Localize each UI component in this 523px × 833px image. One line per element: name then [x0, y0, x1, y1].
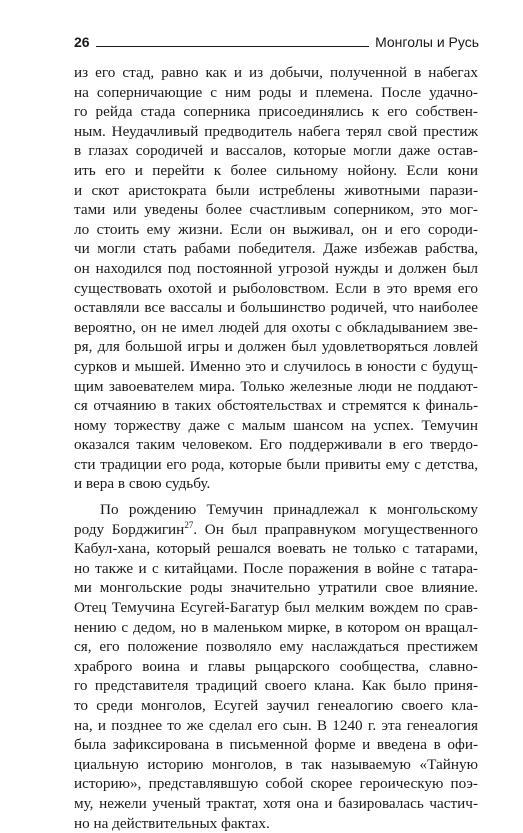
- text-line: Кабул-хана, который решался воевать не только с татарами,: [74, 540, 478, 558]
- paragraph-1: [74, 63, 478, 494]
- running-title: Монголы и Русь: [375, 34, 479, 50]
- text-line: но также и с китайцами. После поражения в войне с татара-: [74, 559, 478, 577]
- text-line: циальную историю монголов, в так называемую «Тайную: [74, 755, 478, 773]
- text-line: нению с дедом, но в маленьком мирке, в котором он вращал-: [74, 618, 478, 636]
- text-line: он находился под постоянной угрозой нужды и должен был: [74, 259, 478, 277]
- text-line: ся отчаянию в таких обстоятельствах и стремятся к финаль-: [74, 397, 478, 415]
- text-line: но на действительных фактах.: [74, 814, 270, 832]
- text-line: оказался таким человеком. Его поддерживали в его твердо-: [74, 436, 478, 454]
- text-line: существовать охотой и рыболовством. Если в это время его: [74, 279, 478, 297]
- text-line: вероятно, он не имел людей для охоты с обкладыванием зве-: [74, 318, 478, 336]
- text-line: ным. Неудачливый предводитель набега терял свой престиж: [74, 122, 478, 140]
- text-line: го рейда стада соперника присоединялись к его собствен-: [74, 103, 478, 121]
- text-line: и скот аристократа были истреблены животными парази-: [74, 181, 478, 199]
- text-line: и вера в свою судьбу.: [74, 475, 211, 493]
- footnote-marker: 27: [184, 519, 194, 530]
- running-header: [74, 30, 479, 50]
- text-line: ло стоить ему жизни. Если он выживал, он и его сороди-: [74, 220, 478, 238]
- text-line: была зафиксирована в письменной форме и введена в офи-: [74, 736, 478, 754]
- body-text: [74, 63, 478, 833]
- text-line: на, и позднее то же сделал его сын. В 1240 г. эта генеалогия: [74, 716, 478, 734]
- text-line: ря, для большой игры и должен был удовлетворяться ловлей: [74, 338, 478, 356]
- text-line-with-footnote: [74, 520, 478, 540]
- text-line: сти традиции его рода, которые были привиты ему с детства,: [74, 455, 478, 473]
- text-line: в глазах сородичей и вассалов, которые могли даже остав-: [74, 142, 478, 160]
- text-segment: . Он был праправнуком могущественного: [193, 520, 478, 538]
- text-segment: роду Борджигин: [74, 520, 185, 538]
- text-line: ся, его положение позволяло ему наслаждаться престижем: [74, 638, 478, 656]
- text-line: Отец Темучина Есугей-Багатур был мелким вождем по срав-: [74, 599, 478, 617]
- text-line: тами или уведены более счастливым соперником, это мог-: [74, 201, 478, 219]
- page-number: 26: [74, 34, 90, 50]
- text-line: на соперничающие с ним роды и племена. После удачно-: [74, 83, 478, 101]
- paragraph-2: [74, 500, 478, 833]
- text-line: чи могли стать рабами победителя. Даже избежав рабства,: [74, 240, 478, 258]
- text-line: ми монгольские роды значительно утратили свое влияние.: [74, 579, 478, 597]
- text-line: щим завоевателем мира. Только железные люди не поддают-: [74, 377, 478, 395]
- text-line: сурков и мышей. Именно это и случилось в юности с будущ-: [74, 357, 478, 375]
- text-line: храброго воина и главы рыцарского сообщества, славно-: [74, 657, 478, 675]
- text-line: ному торжеству даже с малым шансом на успех. Темучин: [74, 416, 478, 434]
- text-line: то среди монголов, Есугей заучил генеалогию своего кла-: [74, 697, 478, 714]
- text-line: оставляли все вассалы и большинство родичей, что наиболее: [74, 299, 478, 317]
- text-line: ить его и перейти к более сильному нойону. Если кони: [74, 161, 478, 179]
- text-line: го представителя традиций своего клана. Как было приня-: [74, 677, 478, 695]
- text-line: По рождению Темучин принадлежал к монгольскому: [100, 501, 478, 519]
- text-line: из его стад, равно как и из добычи, полученной в набегах: [74, 64, 478, 81]
- text-line: му, нежели ученый трактат, хотя она и базировалась частич-: [74, 794, 478, 812]
- header-rule: [96, 46, 370, 47]
- text-line: историю», представлявшую собой скорее героическую поэ-: [74, 775, 478, 793]
